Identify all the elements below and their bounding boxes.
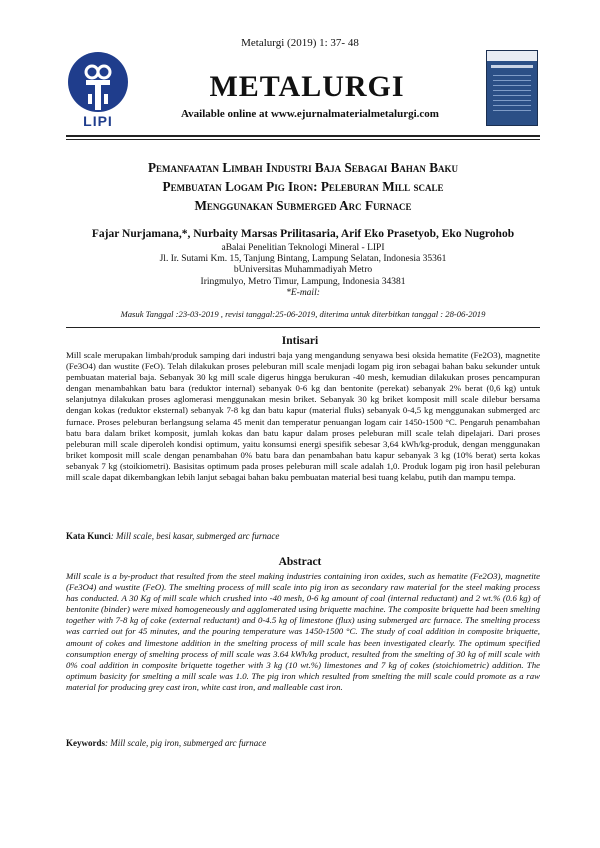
journal-citation: Metalurgi (2019) 1: 37- 48 [241, 37, 359, 49]
affiliations [90, 243, 516, 299]
abstract-heading: Abstract [278, 556, 322, 568]
intisari-heading: Intisari [281, 335, 319, 347]
affil-line: *E-mail: [286, 287, 320, 298]
keywords-label: Keywords [66, 738, 105, 748]
keywords-value: : Mill scale, pig iron, submerged arc furnace [105, 738, 267, 748]
title-line-2: Pembuatan Logam Pig Iron: Peleburan Mill scale [162, 179, 444, 194]
keywords-label: Kata Kunci [66, 531, 111, 541]
affil-line: aBalai Penelitian Teknologi Mineral - LIPI [221, 243, 385, 253]
paper-title [70, 158, 536, 215]
submission-dates: Masuk Tanggal :23-03-2019 , revisi tanggal:25-06-2019, diterima untuk diterbitkan tanggal : 28-06-2019 [120, 309, 486, 319]
abstract-body: Mill scale is a by-product that resulted from the steel making industries containing iron oxides, such as hematite (Fe2O3), magnetite (Fe3O4) and wustite (FeO). The smelting process of mill scale into pig iron as secondary raw material for the steel making process has conducted. A 30 Kg of mill scale which crushed into -40 mesh, 0-6 kg amount of coal (internal reductant) and 2 wt.% (0.6 kg) of bentonite (binder) were mixed homogeneously and agglomerated using briquette machine. The composite briquette had been smelting together with 7-8 kg of coke (external reductant) and 0-4.5 kg of limestone (flux) using submerged arc furnace. The smelting process was carried out for 45 minutes, and the pouring temperature was 1450-1500 °C. The study of coal addition in composite briquette, amount of cokes and limestone addition in the smelting process of mill scale has been investigated clearly. The optimum specified consumption energy of smelting process of mill scale was 3.64 kWh/kg product, resulted from the smelting of 30 kg of mill scale with 0% coal addition in composite briquette together with 3 kg (10 wt.%) limestones and 7 kg of cokes (stoichiometric) addition. The optimum basicity for smelting a mill scale was 1.0. The pig iron which resulted from smelting the mill scale could promote as a raw material for producing grey cast iron, white cast iron, and malleable cast iron. [66, 571, 540, 692]
intisari-keywords [66, 531, 540, 541]
journal-cover-thumbnail [486, 50, 538, 126]
intisari-body: Mill scale merupakan limbah/produk samping dari industri baja yang mengandung senyawa besi oksida hematite (Fe2O3), magnetite (Fe3O4) dan wustite (FeO). Telah dilakukan proses peleburan mill scale menjadi logam pig iron sebagai bahan baku sekunder untuk pembuatan material baja. Sebanyak 30 kg mill scale digerus hingga berukuran -40 mesh, kemudian dilakukan proses pencampuran dengan menambahkan batu bara (reduktor internal) sebanyak 0-6 kg dan bentonite (perekat) sebanyak 2% berat (0,6 kg) untuk selanjutnya dilakukan proses aglomerasi menggunakan mesin briket. Sebanyak 30 kg briket komposit mill scale dilebur bersama dengan kokas (reduktor eksternal) sebanyak 7-8 kg dan batu kapur (material fluks) sebanyak 0-4,5 kg menggunakan submerged arc furnace. Proses peleburan berlangsung selama 45 menit dan temperatur penuangan logam cair 1450-1500 °C. Pengaruh penambahan batu bara dalam briket komposit, jumlah kokas dan batu kapur dalam proses peleburan mill scale telah dipelajari. Dari proses peleburan mill scale diperoleh kondisi optimum, yaitu konsumsi energi spesifik sebesar 3,64 kWh/kg-produk, dengan menggunakan briket komposit mill scale dengan penambahan 0% batu bara dan penambahan batu kapur sebanyak 3 kg (10% berat) serta kokas sebanyak 7 kg (stoikiometri). Basisitas optimum pada proses peleburan mill scale adalah 1,0. Produk logam pig iron hasil peleburan mill scale dapat dikembangkan lebih lanjut sebagai bahan baku pembuatan material besi tuang kelabu, putih dan mampu tempa. [66, 350, 540, 483]
section-rule [66, 327, 540, 328]
abstract-keywords [66, 738, 540, 748]
affil-line: Iringmulyo, Metro Timur, Lampung, Indonesia 34381 [200, 276, 406, 287]
affil-line: bUniversitas Muhammadiyah Metro [233, 265, 373, 276]
header-rule [66, 135, 540, 137]
title-line-1: Pemanfaatan Limbah Industri Baja Sebagai Bahan Baku [148, 160, 458, 175]
affil-line: Jl. Ir. Sutami Km. 15, Tanjung Bintang, Lampung Selatan, Indonesia 35361 [159, 254, 447, 265]
author-list: Fajar Nurjamana,*, Nurbaity Marsas Prilitasaria, Arif Eko Prasetyob, Eko Nugrohob [91, 228, 515, 240]
logo-text: LIPI [83, 113, 113, 129]
keywords-value: : Mill scale, besi kasar, submerged arc furnace [110, 531, 280, 541]
header-rule-thin [66, 139, 540, 140]
journal-title: METALURGI [209, 70, 405, 103]
journal-url[interactable]: Available online at www.ejurnalmaterialmetalurgi.com [181, 108, 439, 120]
title-line-3: Menggunakan Submerged Arc Furnace [194, 198, 412, 213]
